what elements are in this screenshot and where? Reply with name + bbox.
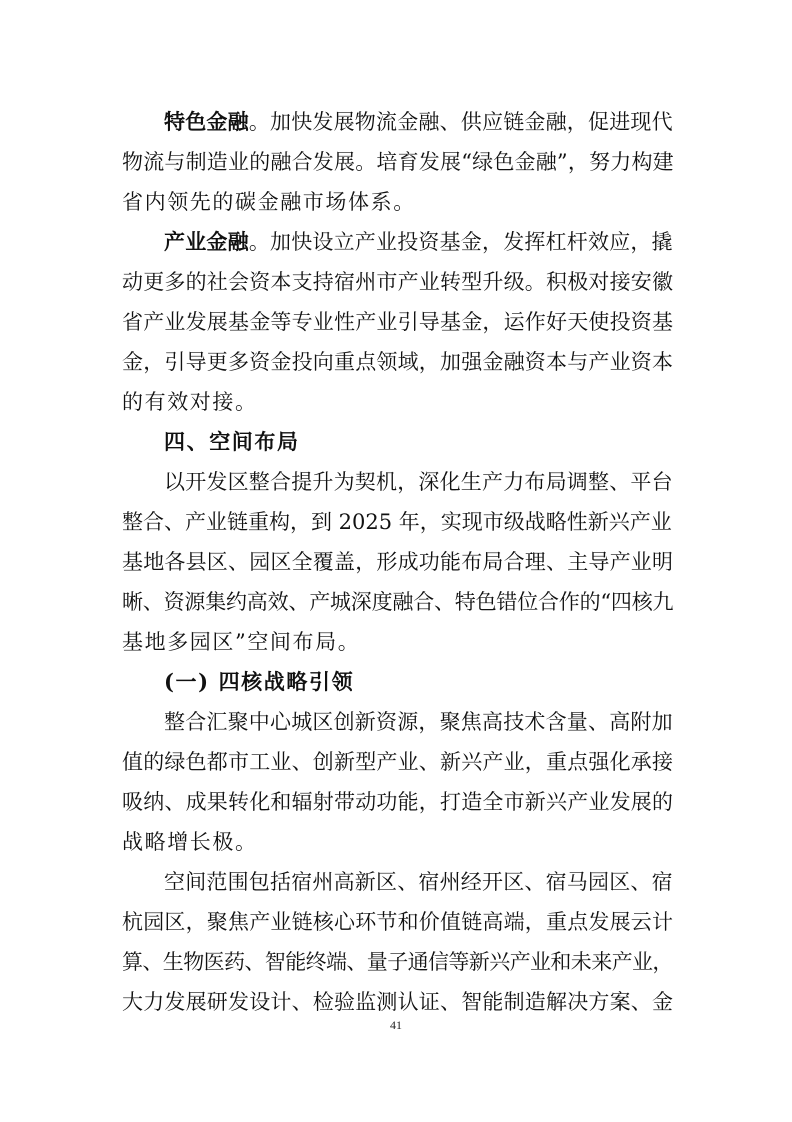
bold-lead-term: 产业金融: [164, 229, 249, 254]
paragraph-line: 空间范围包括宿州高新区、宿州经开区、宿马园区、宿: [164, 870, 673, 894]
paragraph-line: 动更多的社会资本支持宿州市产业转型升级。积极对接安徽: [122, 270, 674, 294]
paragraph-line: [164, 107, 674, 137]
paragraph-line: 基地多园区”空间布局。: [122, 630, 361, 654]
section-heading: 四、空间布局: [164, 429, 300, 454]
subsection-heading: (一) 四核战略引领: [164, 669, 355, 694]
paragraph-line: 金，引导更多资金投向重点领域，加强金融资本与产业资本: [122, 350, 674, 374]
paragraph-text: 。加快发展物流金融、供应链金融，促进现代: [248, 110, 673, 134]
paragraph-line: 省产业发展基金等专业性产业引导基金，运作好天使投资基: [122, 310, 674, 334]
paragraph-line: 值的绿色都市工业、创新型产业、新兴产业，重点强化承接: [122, 750, 674, 774]
bold-lead-term: 特色金融: [164, 109, 249, 134]
paragraph-line: 晰、资源集约高效、产城深度融合、特色错位合作的“四核九: [122, 590, 674, 614]
paragraph-line: 战略增长极。: [122, 830, 258, 854]
paragraph-line: 的有效对接。: [122, 390, 258, 414]
paragraph-line: [164, 227, 674, 257]
page-number: 41: [390, 1018, 402, 1032]
paragraph-line: 杭园区，聚焦产业链核心环节和价值链高端，重点发展云计: [122, 910, 674, 934]
paragraph-line: 以开发区整合提升为契机，深化生产力布局调整、平台: [164, 470, 673, 494]
paragraph-line: 算、生物医药、智能终端、量子通信等新兴产业和未来产业，: [122, 950, 673, 974]
paragraph-text: 。加快设立产业投资基金，发挥杠杆效应，撬: [248, 230, 673, 254]
paragraph-line: 整合、产业链重构，到 2025 年，实现市级战略性新兴产业: [122, 510, 672, 534]
paragraph-line: 大力发展研发设计、检验监测认证、智能制造解决方案、金: [122, 990, 674, 1014]
paragraph-line: 省内领先的碳金融市场体系。: [122, 190, 416, 214]
paragraph-line: 物流与制造业的融合发展。培育发展“绿色金融”，努力构建: [122, 150, 674, 174]
paragraph-line: 基地各县区、园区全覆盖，形成功能布局合理、主导产业明: [122, 550, 674, 574]
paragraph-line: 吸纳、成果转化和辐射带动功能，打造全市新兴产业发展的: [122, 790, 674, 814]
paragraph-line: 整合汇聚中心城区创新资源，聚焦高技术含量、高附加: [164, 710, 673, 734]
